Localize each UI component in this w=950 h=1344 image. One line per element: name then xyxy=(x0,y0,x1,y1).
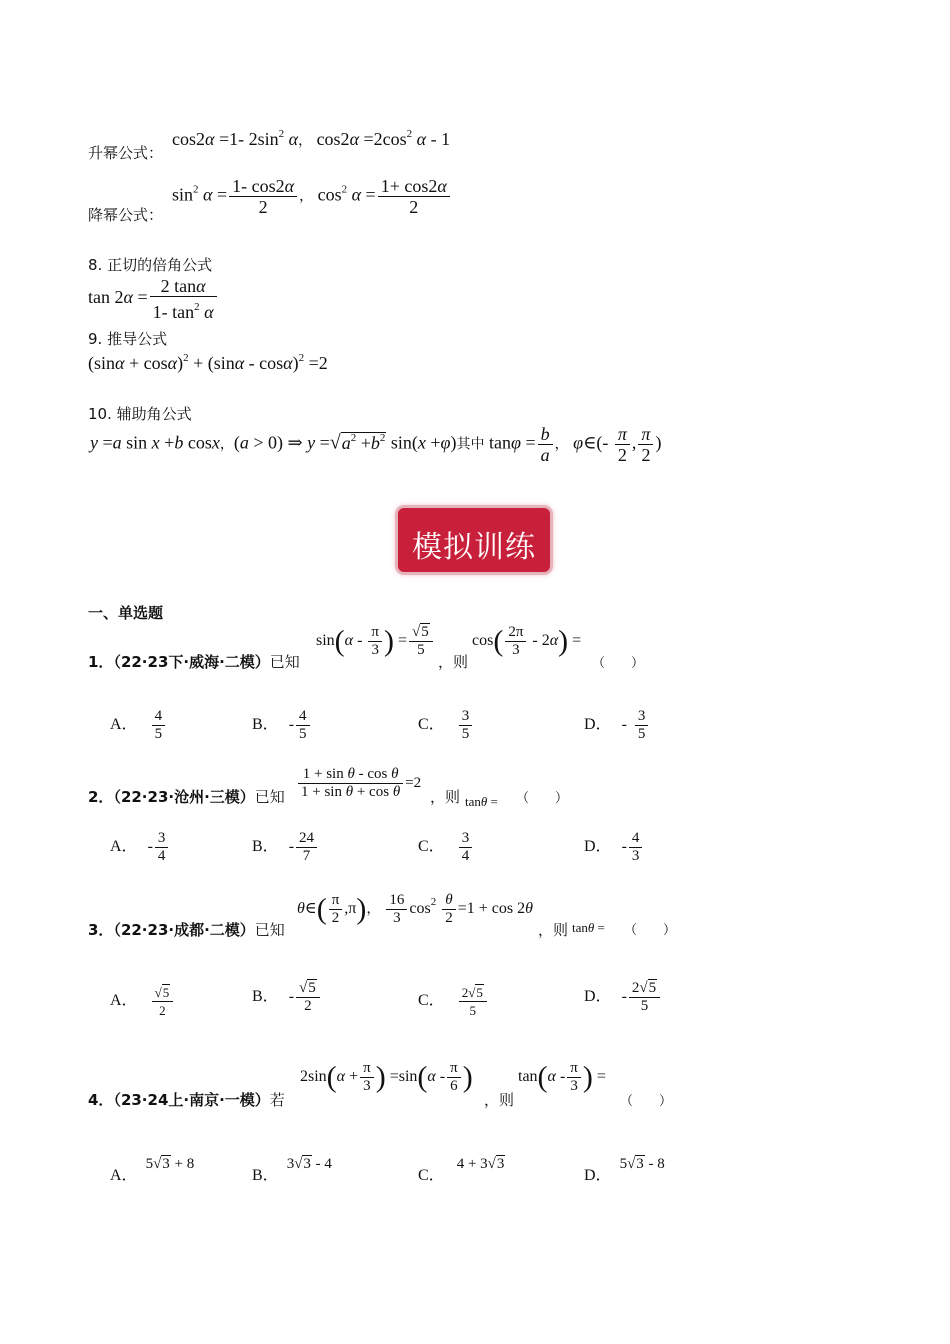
question-2-blank: （ ） xyxy=(516,791,569,806)
q2-option-a[interactable]: A． - $\frac{3}{4}$ xyxy=(110,830,170,865)
question-2-condition: $\frac{\text{1 + sin θ - cos θ}}{\text{1 + sin θ + cos θ}}$ =2 xyxy=(296,766,421,801)
q1-option-d[interactable]: D． - $\frac{3}{5}$ xyxy=(584,708,650,743)
up-power-formula: cos2α =1- $2\sin^2$ α， $\cos 2\alpha =2\cos^2$ α - 1 xyxy=(172,128,451,149)
question-1-target: cos( $\frac{2\pi}{3}$ - 2α) = xyxy=(472,624,582,658)
double-tangent-formula: tan 2α = $\frac{2 \tan\alpha}{1- \tan^2 \alpha}$ xyxy=(88,276,219,322)
question-2-then: ，则 xyxy=(430,788,461,806)
question-number: 2． xyxy=(88,788,114,806)
auxiliary-angle-formula: y =a sin x +b cosx，(a > 0) ⇒ $y =√a^2 +b^2$ sin(x +φ)其中 tanφ = $\frac{b}{a}$ ， φ∈(- $\frac{\pi}{2}$ , $\frac{\pi}{2}$ ) xyxy=(90,424,662,465)
question-4-then: ，则 xyxy=(484,1091,515,1109)
q1-option-c[interactable]: C． $\frac{3}{5}$ xyxy=(418,708,474,743)
question-4-header xyxy=(88,1089,285,1110)
down-power-formula: $\sin^2 \alpha$ = $\frac{1- \cos 2\alpha}{2}$ ， $\cos^2 \alpha$ = $\frac{1+ \cos 2\alpha}{2}$ xyxy=(172,176,452,217)
question-number: 1． xyxy=(88,653,114,671)
q4-option-c[interactable]: C．4 + 3√3 xyxy=(418,1156,505,1184)
q2-option-d[interactable]: D． - $\frac{4}{3}$ xyxy=(584,830,644,865)
question-prefix: 已知 xyxy=(269,653,300,671)
question-prefix: 已知 xyxy=(254,788,285,806)
question-4-condition: 2sin(α + $\frac{\pi}{3}$ ) =sin(α - $\frac{\pi}{6}$ ) xyxy=(300,1060,473,1094)
question-3-header xyxy=(88,919,285,940)
question-1-header xyxy=(88,651,300,672)
q3-option-d[interactable]: D． - $\frac{2√5}{5}$ xyxy=(584,980,662,1015)
section-8-title: 8. 正切的倍角公式 xyxy=(88,256,213,274)
q1-option-b[interactable]: B． - $\frac{4}{5}$ xyxy=(252,708,312,743)
question-1-then: ，则 xyxy=(438,653,469,671)
down-power-label: 降幂公式： xyxy=(88,206,164,224)
q3-option-c[interactable]: C． $\frac{2√5}{5}$ xyxy=(418,984,489,1019)
question-2-header xyxy=(88,786,285,807)
question-2-target: tanθ = xyxy=(465,794,498,809)
question-4-blank: （ ） xyxy=(620,1094,673,1109)
section-title: 一、单选题 xyxy=(88,604,164,622)
banner-text: 模拟训练 xyxy=(412,530,536,565)
question-source: （22·23·沧州·三模） xyxy=(113,788,255,806)
question-3-blank: （ ） xyxy=(624,923,677,938)
q3-option-a[interactable]: A． $\frac{√5}{2}$ xyxy=(110,984,175,1019)
question-4-target: tan(α - $\frac{\pi}{3}$ ) = xyxy=(518,1060,606,1094)
up-power-label: 升幂公式： xyxy=(88,144,164,162)
q4-option-b[interactable]: B．3√3 - 4 xyxy=(252,1156,332,1184)
q3-option-b[interactable]: B． - $\frac{√5}{2}$ xyxy=(252,980,322,1015)
question-prefix: 若 xyxy=(269,1091,285,1109)
q1-option-a[interactable]: A． $\frac{4}{5}$ xyxy=(110,708,167,743)
question-number: 4． xyxy=(88,1091,114,1109)
where-text: 其中 xyxy=(456,436,485,453)
question-number: 3． xyxy=(88,921,114,939)
section-10-title: 10. 辅助角公式 xyxy=(88,405,192,423)
section-9-title: 9. 推导公式 xyxy=(88,330,168,348)
q2-option-b[interactable]: B． - $\frac{24}{7}$ xyxy=(252,830,319,865)
question-source: （22·23·成都·二模） xyxy=(113,921,255,939)
q4-option-d[interactable]: D．5√3 - 8 xyxy=(584,1156,665,1184)
question-source: （23·24上·南京·一模） xyxy=(113,1091,270,1109)
q2-option-c[interactable]: C． $\frac{3}{4}$ xyxy=(418,830,474,865)
question-source: （22·23下·威海·二模） xyxy=(113,653,270,671)
question-3-condition: θ∈( $\frac{\pi}{2}$ ,π)， $\frac{16}{3}$ $\cos^2$ $\frac{\theta}{2}$ =1 + cos 2θ xyxy=(297,892,533,926)
question-3-then: ，则 xyxy=(538,921,569,939)
question-1-condition: sin(α - $\frac{\pi}{3}$ ) = $\frac{√5}{5}$ xyxy=(316,624,435,659)
question-prefix: 已知 xyxy=(254,921,285,939)
question-3-target: tanθ = xyxy=(572,920,605,935)
q4-option-a[interactable]: A．5√3 + 8 xyxy=(110,1156,195,1184)
simulation-training-banner xyxy=(398,508,550,572)
derived-formula: $(\sin\alpha + \cos\alpha)^2 + (\sin\alpha - \cos\alpha)^2 =2$ xyxy=(88,352,328,373)
question-1-blank: （ ） xyxy=(592,656,645,671)
